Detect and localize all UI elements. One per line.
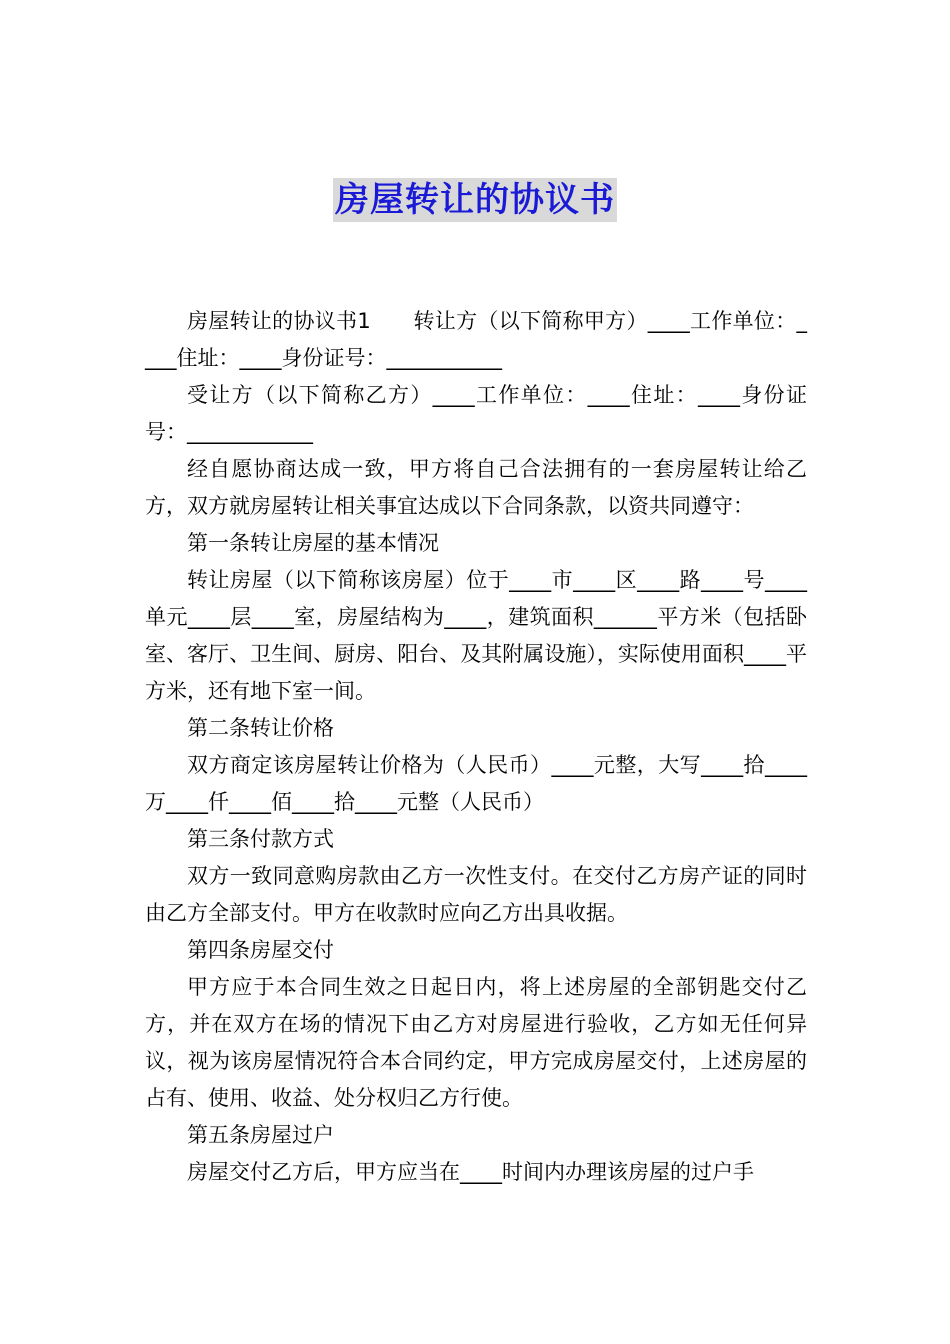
article-2-body: 双方商定该房屋转让价格为（人民币）____元整，大写____拾____万____仟____佰____拾____元整（人民币） — [145, 753, 807, 814]
article-1-body: 转让房屋（以下简称该房屋）位于____市____区____路____号____单元____层____室，房屋结构为____，建筑面积______平方米（包括卧室、客厅、卫生间、厨房、阳台、及其附属设施），实际使用面积____平方米，还有地下室一间。 — [145, 568, 807, 703]
document-title: 房屋转让的协议书 — [335, 180, 615, 220]
article-3-heading: 第三条付款方式 — [187, 827, 334, 851]
article-5-heading: 第五条房屋过户 — [187, 1123, 334, 1147]
paragraph-transferor-info: 房屋转让的协议书1 转让方（以下简称甲方）____工作单位：____住址：____身份证号：___________ — [145, 309, 807, 370]
paragraph-preamble: 经自愿协商达成一致，甲方将自己合法拥有的一套房屋转让给乙方，双方就房屋转让相关事宜达成以下合同条款，以资共同遵守： — [145, 457, 807, 518]
article-4-body: 甲方应于本合同生效之日起日内，将上述房屋的全部钥匙交付乙方，并在双方在场的情况下由乙方对房屋进行验收，乙方如无任何异议，视为该房屋情况符合本合同约定，甲方完成房屋交付，上述房屋的占有、使用、收益、处分权归乙方行使。 — [145, 975, 807, 1110]
article-2-heading: 第二条转让价格 — [187, 716, 334, 740]
article-1-heading: 第一条转让房屋的基本情况 — [187, 531, 439, 555]
article-3-body: 双方一致同意购房款由乙方一次性支付。在交付乙方房产证的同时由乙方全部支付。甲方在收款时应向乙方出具收据。 — [145, 864, 807, 925]
paragraph-transferee-info: 受让方（以下简称乙方）____工作单位：____住址：____身份证号：____________ — [145, 383, 807, 444]
title-container — [0, 178, 950, 222]
document-body — [145, 303, 807, 1191]
article-4-heading: 第四条房屋交付 — [187, 938, 334, 962]
article-5-body: 房屋交付乙方后，甲方应当在____时间内办理该房屋的过户手 — [187, 1160, 754, 1184]
